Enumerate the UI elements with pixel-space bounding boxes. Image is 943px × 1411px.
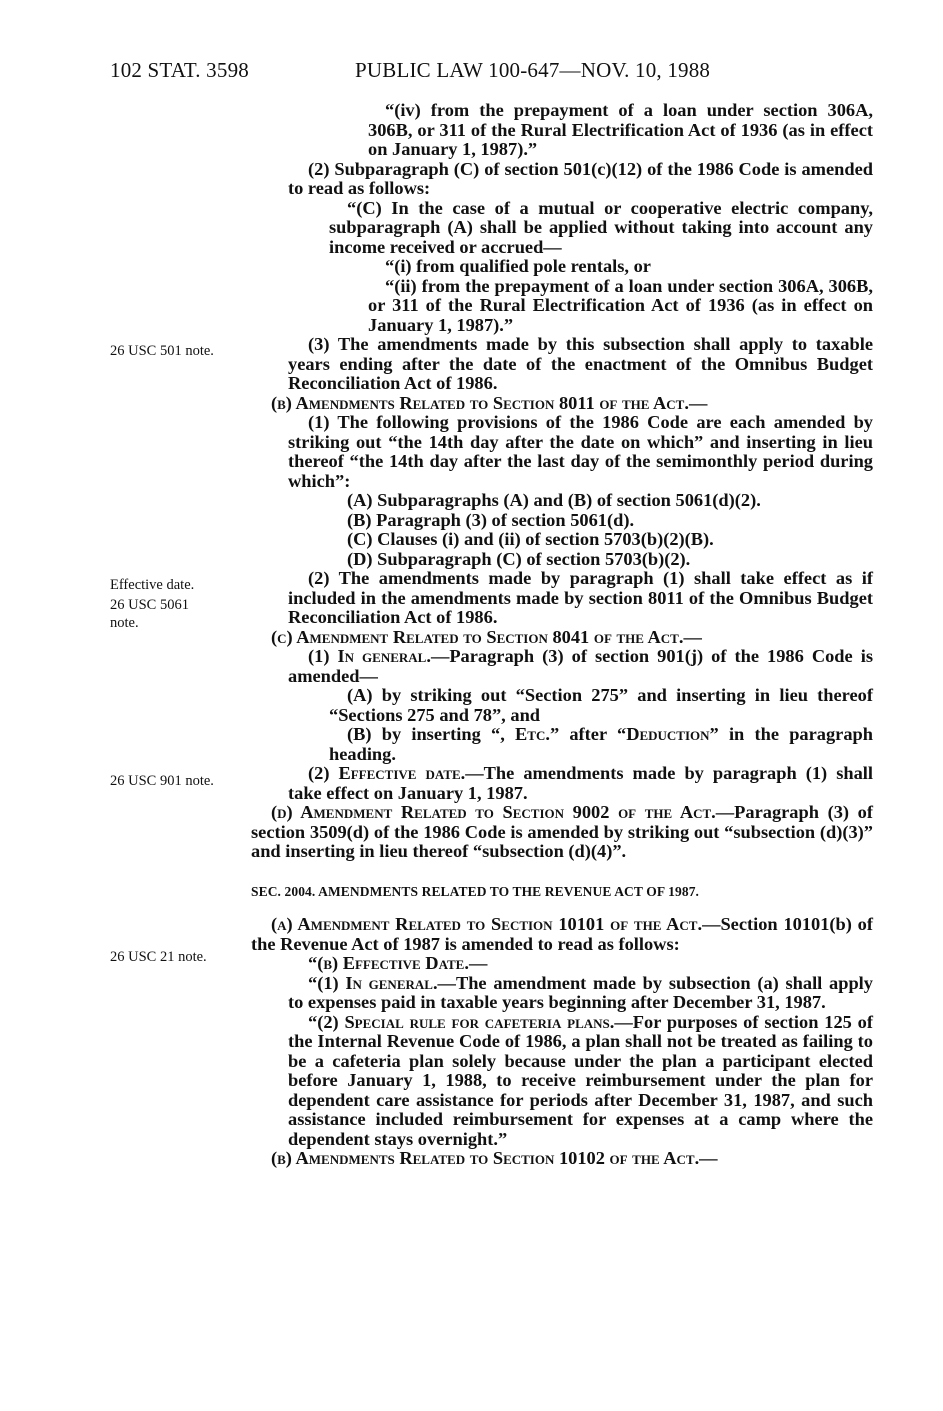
paragraph-label: (2) Effective date.	[308, 763, 466, 783]
text-run: ” in the paragraph heading.	[329, 724, 873, 764]
text-run: Etc.	[515, 724, 550, 744]
margin-note: 26 USC 501 note.	[110, 343, 214, 359]
paragraph	[251, 915, 873, 954]
paragraph	[251, 974, 873, 1013]
margin-note: 26 USC 901 note.	[110, 773, 214, 789]
paragraph: (1) The following provisions of the 1986 Code are each amended by striking out “the 14th day after the date on which” and inserting in lieu thereof “the 14th day after the last day of the semimonthly period during which”:	[288, 412, 873, 491]
paragraph-text: —Section 10101(b) of the Revenue Act of 1987 is amended to read as follows:	[251, 914, 873, 954]
subsection-heading: (b) Amendments Related to Section 8011 of the Act.—	[271, 392, 708, 413]
paragraph	[251, 647, 873, 686]
paragraph	[251, 764, 873, 803]
margin-note: 26 USC 21 note.	[110, 949, 207, 965]
text-run: ” after “	[549, 724, 627, 744]
paragraph-text: —The amendment made by subsection (a) shall apply to expenses paid in taxable years beginning after December 31, 1987.	[288, 972, 873, 1012]
subsection-heading: (d) Amendment Related to Section 9002 of the Act.	[271, 802, 716, 822]
paragraph-text: —Paragraph (3) of section 901(j) of the 1986 Code is amended—	[288, 646, 873, 686]
margin-note: 26 USC 5061	[110, 597, 189, 613]
subsection-heading: (b) Amendments Related to Section 10102 of the Act.—	[271, 1148, 718, 1168]
statute-page-number: 102 STAT. 3598	[110, 58, 249, 82]
paragraph: (3) The amendments made by this subsection shall apply to taxable years ending after the date of the enactment of the Omnibus Budget Reconciliation Act of 1986.	[288, 334, 873, 393]
paragraph-text: —For purposes of section 125 of the Internal Revenue Code of 1986, a plan shall not be treated as failing to be a cafeteria plan solely because under the plan a participant elected before January 1, 1988, to receive reimbursement under the plan for dependent care assistance for periods after December 31, 1987, and such assistance included reimbursement for expenses at a camp where the dependent stays overnight.”	[288, 1011, 873, 1149]
paragraph-label: (1) In general.	[308, 646, 431, 666]
paragraph: “(b) Effective Date.—	[308, 953, 488, 973]
document-body	[251, 101, 873, 1169]
paragraph	[251, 1013, 873, 1150]
paragraph-text: —Paragraph (3) of section 3509(d) of the 1986 Code is amended by striking out “subsection (d)(3)” and inserting in lieu thereof “subsection (d)(4)”.	[251, 802, 873, 861]
paragraph: (2) Subparagraph (C) of section 501(c)(12) of the 1986 Code is amended to read as follows:	[288, 158, 873, 198]
paragraph: (D) Subparagraph (C) of section 5703(b)(2).	[347, 548, 691, 569]
paragraph	[251, 725, 873, 764]
paragraph: (B) Paragraph (3) of section 5061(d).	[347, 509, 635, 530]
paragraph: (A) by striking out “Section 275” and inserting in lieu thereof “Sections 275 and 78”, and	[329, 685, 873, 725]
public-law-title: PUBLIC LAW 100-647—NOV. 10, 1988	[355, 58, 711, 82]
paragraph-label: “(1) In general.	[308, 972, 438, 993]
paragraph: (2) The amendments made by paragraph (1) shall take effect as if included in the amendments made by section 8011 of the Omnibus Budget Reconciliation Act of 1986.	[288, 568, 873, 627]
paragraph: (A) Subparagraphs (A) and (B) of section 5061(d)(2).	[347, 490, 761, 510]
subsection-heading: (c) Amendment Related to Section 8041 of the Act.—	[271, 626, 702, 647]
margin-note: note.	[110, 615, 139, 631]
paragraph: “(ii) from the prepayment of a loan under section 306A, 306B, or 311 of the Rural Electrification Act of 1936 (as in effect on January 1, 1987).”	[368, 275, 873, 335]
subsection-heading: (a) Amendment Related to Section 10101 of the Act.	[271, 914, 703, 934]
text-run: Deduction	[626, 724, 710, 744]
paragraph: (C) Clauses (i) and (ii) of section 5703(b)(2)(B).	[347, 529, 714, 549]
paragraph: “(iv) from the prepayment of a loan under section 306A, 306B, or 311 of the Rural Electrification Act of 1936 (as in effect on January 1, 1987).”	[368, 100, 873, 159]
paragraph-text: —The amendments made by paragraph (1) shall take effect on January 1, 1987.	[288, 763, 873, 803]
margin-note: Effective date.	[110, 577, 195, 593]
section-heading: SEC. 2004. AMENDMENTS RELATED TO THE REVENUE ACT OF 1987.	[251, 883, 700, 899]
paragraph: “(C) In the case of a mutual or cooperative electric company, subparagraph (A) shall be applied without taking into account any income received or accrued—	[329, 197, 873, 257]
paragraph	[251, 803, 873, 862]
text-run: (B) by inserting “,	[347, 724, 516, 744]
paragraph-label: “(2) Special rule for cafeteria plans.	[308, 1011, 615, 1032]
paragraph: “(i) from qualified pole rentals, or	[385, 256, 651, 276]
